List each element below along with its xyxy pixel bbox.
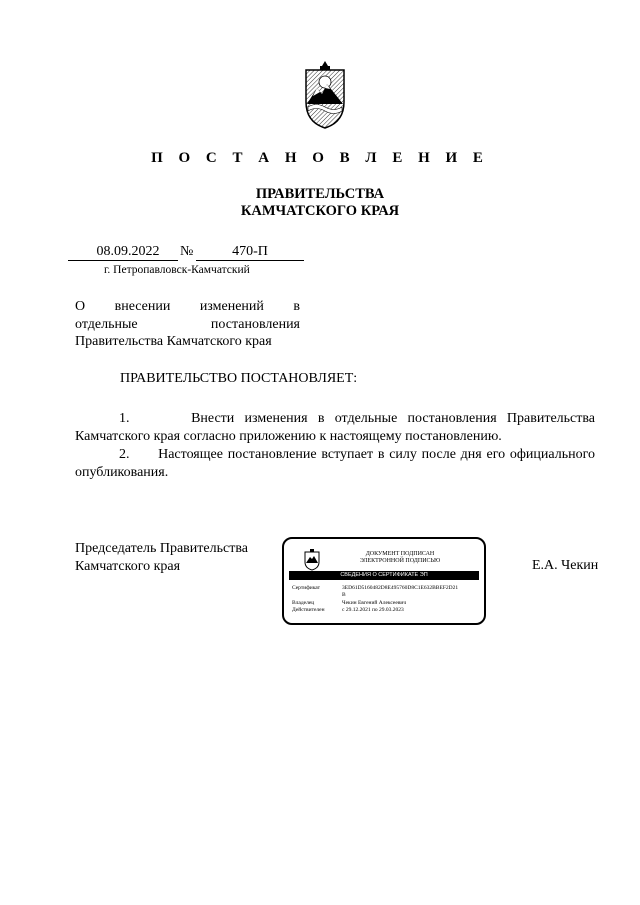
coat-of-arms-emblem xyxy=(303,60,347,130)
preamble: ПРАВИТЕЛЬСТВО ПОСТАНОВЛЯЕТ: xyxy=(120,371,358,386)
document-number: 470-П xyxy=(232,244,268,259)
signer-title-line-1: Председатель Правительства xyxy=(75,541,248,556)
issuer-line-1: ПРАВИТЕЛЬСТВА xyxy=(255,186,385,202)
signer-title-line-2: Камчатского края xyxy=(75,558,181,574)
item-text: Внести изменения в отдельные постановления Правительства Камчатского края согласно приложению к настоящему постановлению. xyxy=(75,411,596,444)
stamp-cert-value-cont: B xyxy=(342,592,346,598)
stamp-certificate-bar: СВЕДЕНИЯ О СЕРТИФИКАТЕ ЭП xyxy=(289,571,479,580)
item-number: 2. xyxy=(119,447,130,462)
stamp-valid-label: Действителен xyxy=(292,607,325,613)
resolution-item xyxy=(75,446,595,482)
resolution-items xyxy=(75,410,595,482)
stamp-header-line-1: ДОКУМЕНТ ПОДПИСАН xyxy=(365,551,435,557)
stamp-cert-value: 3ED61D5160482D8E495760D8C1E632BBEF2D21 xyxy=(342,585,459,591)
resolution-item xyxy=(75,410,595,446)
document-subject xyxy=(75,298,300,351)
stamp-header xyxy=(324,551,476,565)
subject-line-3: Правительства Камчатского края xyxy=(75,334,272,349)
subject-line-1: О внесении изменений в xyxy=(75,299,300,314)
number-sign: № xyxy=(180,244,194,259)
issuer-heading xyxy=(0,186,640,220)
item-number: 1. xyxy=(119,411,130,426)
stamp-cert-label: Сертификат xyxy=(292,585,320,591)
document-type-heading: П О С Т А Н О В Л Е Н И Е xyxy=(151,150,489,166)
stamp-owner-label: Владелец xyxy=(292,600,315,606)
document-city: г. Петропавловск-Камчатский xyxy=(104,264,250,276)
number-underline xyxy=(196,260,304,261)
subject-line-2: отдельные постановления xyxy=(75,316,300,332)
signer-name: Е.А. Чекин xyxy=(532,558,599,573)
issuer-line-2: КАМЧАТСКОГО КРАЯ xyxy=(240,203,400,219)
stamp-valid-value: с 29.12.2021 по 29.03.2023 xyxy=(342,607,404,613)
stamp-owner-value: Чекин Евгений Алексеевич xyxy=(342,600,407,606)
document-date: 08.09.2022 xyxy=(96,244,160,259)
date-underline xyxy=(68,260,178,261)
stamp-header-line-2: ЭЛЕКТРОННОЙ ПОДПИСЬЮ xyxy=(359,558,441,564)
stamp-emblem-icon xyxy=(304,549,320,571)
item-text: Настоящее постановление вступает в силу после дня его официального опубликования. xyxy=(75,447,596,480)
electronic-signature-stamp xyxy=(282,537,486,625)
signer-title xyxy=(75,540,248,575)
